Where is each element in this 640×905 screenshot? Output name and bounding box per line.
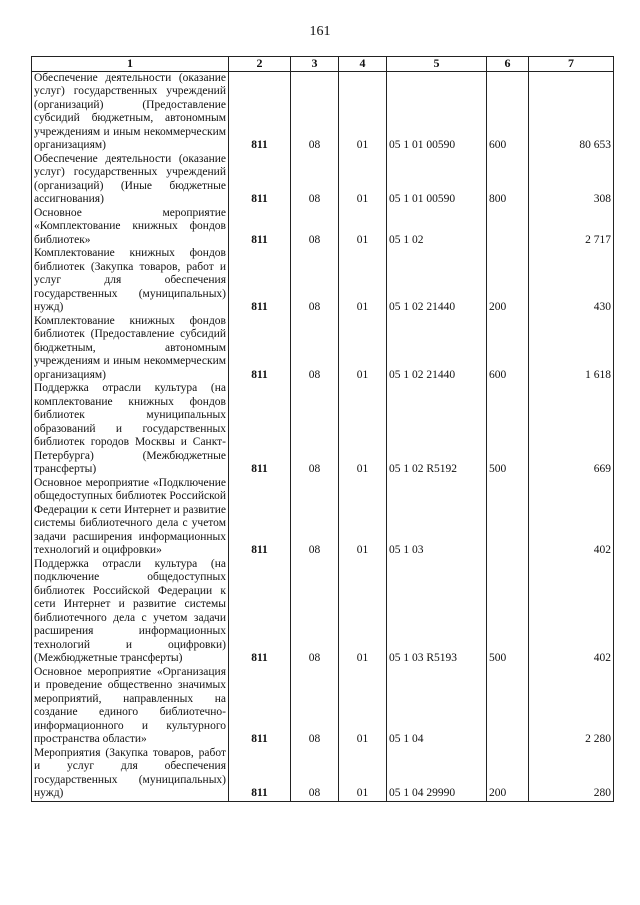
- column-header: 1: [32, 57, 229, 72]
- column-header: 5: [387, 57, 487, 72]
- amount: 2 717: [529, 207, 614, 248]
- item-name: Основное мероприятие «Комплектование книжных фондов библиотек»: [32, 207, 229, 248]
- amount: 402: [529, 477, 614, 558]
- table-row: [32, 477, 614, 558]
- column-header: 6: [487, 57, 529, 72]
- amount: 280: [529, 747, 614, 802]
- item-name: Основное мероприятие «Подключение общедоступных библиотек Российской Федерации к сети Интернет и развитие системы библиотечного дела с учетом задачи расширения информационных технологий и оцифровки»: [32, 477, 229, 558]
- section-code: 08: [291, 558, 339, 666]
- budget-table: [31, 56, 614, 802]
- table-row: [32, 207, 614, 248]
- expense-type-code: 800: [487, 153, 529, 207]
- table-row: [32, 666, 614, 747]
- table-header-row: [32, 57, 614, 72]
- section-code: 08: [291, 247, 339, 315]
- item-name: Поддержка отрасли культура (на подключение общедоступных библиотек Российской Федерации к сети Интернет и развитие системы библиотечного дела с учетом задачи расширения информационных технологий и оцифровки) (Межбюджетные трансферты): [32, 558, 229, 666]
- target-article-code: 05 1 03: [387, 477, 487, 558]
- target-article-code: 05 1 01 00590: [387, 153, 487, 207]
- table-row: [32, 71, 614, 153]
- item-name: Поддержка отрасли культура (на комплектование книжных фондов библиотек муниципальных образований и государственных библиотек городов Москвы и Санкт-Петербурга) (Межбюджетные трансферты): [32, 382, 229, 477]
- table-row: [32, 558, 614, 666]
- target-article-code: 05 1 04: [387, 666, 487, 747]
- section-code: 08: [291, 71, 339, 153]
- ministry-code: 811: [229, 747, 291, 802]
- ministry-code: 811: [229, 666, 291, 747]
- amount: 308: [529, 153, 614, 207]
- section-code: 08: [291, 382, 339, 477]
- ministry-code: 811: [229, 477, 291, 558]
- expense-type-code: [487, 207, 529, 248]
- amount: 2 280: [529, 666, 614, 747]
- ministry-code: 811: [229, 382, 291, 477]
- item-name: Основное мероприятие «Организация и проведение общественно значимых мероприятий, направленных на создание единого библиотечно-информационного и культурного пространства области»: [32, 666, 229, 747]
- section-code: 08: [291, 315, 339, 383]
- section-code: 08: [291, 747, 339, 802]
- amount: 1 618: [529, 315, 614, 383]
- expense-type-code: 200: [487, 247, 529, 315]
- section-code: 08: [291, 207, 339, 248]
- subsection-code: 01: [339, 666, 387, 747]
- column-header: 3: [291, 57, 339, 72]
- section-code: 08: [291, 666, 339, 747]
- ministry-code: 811: [229, 71, 291, 153]
- subsection-code: 01: [339, 207, 387, 248]
- item-name: Комплектование книжных фондов библиотек (Закупка товаров, работ и услуг для обеспечения государственных (муниципальных) нужд): [32, 247, 229, 315]
- ministry-code: 811: [229, 247, 291, 315]
- item-name: Комплектование книжных фондов библиотек (Предоставление субсидий бюджетным, автономным учреждениям и иным некоммерческим организациям): [32, 315, 229, 383]
- target-article-code: 05 1 02 21440: [387, 247, 487, 315]
- item-name: Мероприятия (Закупка товаров, работ и услуг для обеспечения государственных (муниципальных) нужд): [32, 747, 229, 802]
- expense-type-code: 200: [487, 747, 529, 802]
- subsection-code: 01: [339, 247, 387, 315]
- target-article-code: 05 1 02 R5192: [387, 382, 487, 477]
- table-row: [32, 747, 614, 802]
- subsection-code: 01: [339, 382, 387, 477]
- expense-type-code: 600: [487, 315, 529, 383]
- target-article-code: 05 1 02 21440: [387, 315, 487, 383]
- subsection-code: 01: [339, 477, 387, 558]
- table-row: [32, 382, 614, 477]
- column-header: 2: [229, 57, 291, 72]
- item-name: Обеспечение деятельности (оказание услуг) государственных учреждений (организаций) (Иные бюджетные ассигнования): [32, 153, 229, 207]
- amount: 669: [529, 382, 614, 477]
- target-article-code: 05 1 01 00590: [387, 71, 487, 153]
- target-article-code: 05 1 03 R5193: [387, 558, 487, 666]
- page-number: 161: [309, 24, 331, 39]
- subsection-code: 01: [339, 153, 387, 207]
- section-code: 08: [291, 477, 339, 558]
- subsection-code: 01: [339, 558, 387, 666]
- table-row: [32, 153, 614, 207]
- ministry-code: 811: [229, 153, 291, 207]
- target-article-code: 05 1 04 29990: [387, 747, 487, 802]
- column-header: 7: [529, 57, 614, 72]
- expense-type-code: [487, 477, 529, 558]
- subsection-code: 01: [339, 315, 387, 383]
- section-code: 08: [291, 153, 339, 207]
- ministry-code: 811: [229, 207, 291, 248]
- ministry-code: 811: [229, 558, 291, 666]
- item-name: Обеспечение деятельности (оказание услуг) государственных учреждений (организаций) (Предоставление субсидий бюджетным, автономным учреждениям и иным некоммерческим организациям): [32, 71, 229, 153]
- expense-type-code: 500: [487, 558, 529, 666]
- expense-type-code: 500: [487, 382, 529, 477]
- subsection-code: 01: [339, 747, 387, 802]
- target-article-code: 05 1 02: [387, 207, 487, 248]
- expense-type-code: 600: [487, 71, 529, 153]
- amount: 402: [529, 558, 614, 666]
- table-row: [32, 315, 614, 383]
- table-row: [32, 247, 614, 315]
- column-header: 4: [339, 57, 387, 72]
- ministry-code: 811: [229, 315, 291, 383]
- subsection-code: 01: [339, 71, 387, 153]
- amount: 430: [529, 247, 614, 315]
- expense-type-code: [487, 666, 529, 747]
- amount: 80 653: [529, 71, 614, 153]
